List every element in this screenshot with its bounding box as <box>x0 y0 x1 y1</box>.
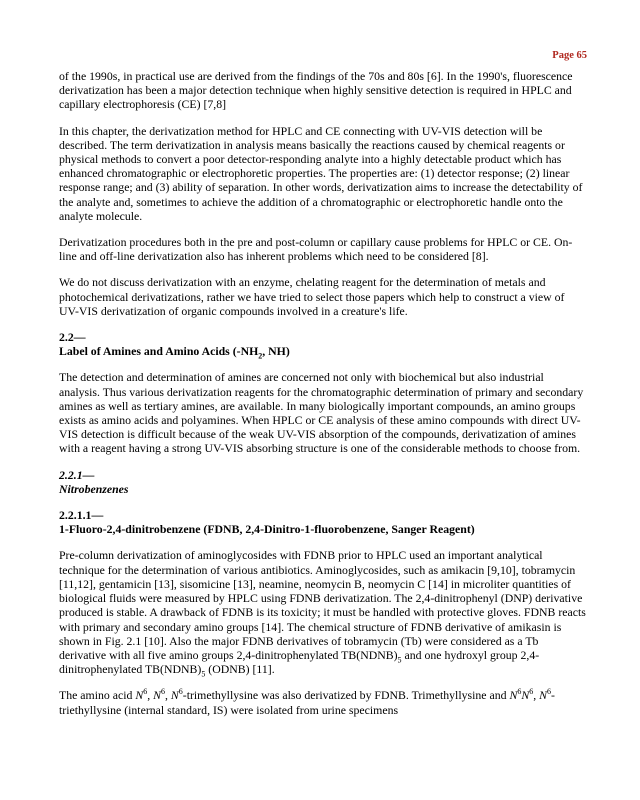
p6-text-a: Pre-column derivatization of aminoglycosides with FDNB prior to HPLC used an important analytical technique for the determination of various antibiotics. Aminoglycosides, such as amikacin [9,10], tobramycin [11,12], gentamicin [13], sisomicine [13], neamine, neomycin B, neomycin C [14] in microliter quantities of biological fluids were measured by HPLC using FDNB derivatization. The 2,4-dinitrophenyl (DNP) derivative produced is stable. A drawback of FDNB is its toxicity; it must be handled with protective gloves. FDNB reacts with primary and secondary amino groups [14]. The chemical structure of FDNB derivative of amikasin is shown in Fig. 2.1 [10]. Also the major FDNB derivatives of tobramycin (Tb) were considered as a Tb derivative with all five amino groups 2,4-dinitrophenylated TB(NDNB) <box>59 548 586 662</box>
p7-sup-1: 6 <box>143 687 148 697</box>
p7-text-d: -trimethyllysine was also derivatized by FDNB. Trimethyllysine and <box>182 688 510 703</box>
p7-n-2: N <box>153 688 161 703</box>
p7-sup-6: 6 <box>546 687 551 697</box>
page-number: Page 65 <box>552 50 587 61</box>
p6-sub-2: 5 <box>201 669 206 679</box>
section-2-2-1-title: Nitrobenzenes <box>59 481 129 496</box>
page-content <box>59 69 587 729</box>
section-2-2-number: 2.2— <box>59 330 86 345</box>
section-2-2-1-1-number: 2.2.1.1— <box>59 508 104 523</box>
p7-sup-2: 6 <box>160 687 165 697</box>
p7-sup-5: 6 <box>529 687 534 697</box>
p7-text-f: -triethyllysine (internal standard, IS) were isolated from urine specimens <box>59 688 555 717</box>
p6-text-b: and one hydroxyl group 2,4-dinitrophenylated TB(NDNB) <box>59 647 540 677</box>
p7-n-5: N <box>521 688 530 703</box>
paragraph-3: Derivatization procedures both in the pre and post-column or capillary cause problems for HPLC or CE. On-line and off-line derivatization also has inherent problems which need to be considered [8]. <box>59 235 573 264</box>
section-2-2-1-1-title: 1-Fluoro-2,4-dinitrobenzene (FDNB, 2,4-Dinitro-1-fluorobenzene, Sanger Reagent) <box>59 522 475 537</box>
p7-text-c: , <box>164 688 171 703</box>
p7-text-e: , <box>533 688 540 703</box>
p7-sup-3: 6 <box>178 687 183 697</box>
paragraph-1: of the 1990s, in practical use are derived from the findings of the 70s and 80s [6]. In the 1990's, fluorescence derivatization has been a major detection technique when highly sensitive detection is required in HPLC and capillary electrophoresis (CE) [7,8] <box>59 69 573 112</box>
section-2-2-title-b: , NH) <box>262 344 290 359</box>
section-2-2-1-heading <box>59 468 587 496</box>
section-2-2-1-1-heading <box>59 508 587 536</box>
p7-text-b: , <box>147 688 154 703</box>
p7-n-3: N <box>170 688 179 703</box>
p7-sup-4: 6 <box>517 687 522 697</box>
section-2-2-1-number: 2.2.1— <box>59 467 95 482</box>
paragraph-6 <box>59 548 587 679</box>
section-2-2-heading <box>59 330 587 361</box>
p7-n-6: N <box>539 688 547 703</box>
section-2-2-title-a: Label of Amines and Amino Acids (-NH <box>59 344 259 359</box>
paragraph-5: The detection and determination of amines are concerned not only with biochemical but also industrial analysis. Thus various derivatization reagents for the chromatographic determination of primary and secondary amines as well as tertiary amines, are available. In many biologically important compounds, an amino groups exists as amino acids and polyamines. When HPLC or CE analysis of these amino compounds with direct UV-VIS detection is difficult because of the weak UV-VIS absorption of the compounds, derivatization of amines with a reagent having a strong UV-VIS absorbing structure is one of the considerable methods to choose from. <box>59 370 584 456</box>
p6-sub-1: 5 <box>397 655 402 665</box>
p7-text-a: The amino acid <box>59 688 136 703</box>
section-2-2-title-sub: 2 <box>258 351 263 361</box>
p7-n-1: N <box>135 688 144 703</box>
p6-text-c: (ODNB) [11]. <box>205 662 275 677</box>
paragraph-7 <box>59 688 587 716</box>
paragraph-2: In this chapter, the derivatization method for HPLC and CE connecting with UV-VIS detection will be described. The term derivatization in analysis means basically the reactions caused by chemical reagents or physical methods to convert a poor detector-responding analyte into a highly detectable product which has enhanced chromatographic or electrophoretic properties. The properties are: (1) detector response; (2) linear response range; and (3) ability of separation. In other words, derivatization aims to increase the detectability of the analyte and, sometimes to achieve the addition of a chromatographic or electrophoretic handle onto the analyte molecule. <box>59 123 583 223</box>
p7-n-4: N <box>509 688 518 703</box>
section-2-2-title <box>59 344 587 361</box>
paragraph-4: We do not discuss derivatization with an enzyme, chelating reagent for the determination of metals and photochemical derivatizations, rather we have tried to select those papers which help to construct a view of UV-VIS derivatization of organic compounds involved in a creature's life. <box>59 275 565 318</box>
